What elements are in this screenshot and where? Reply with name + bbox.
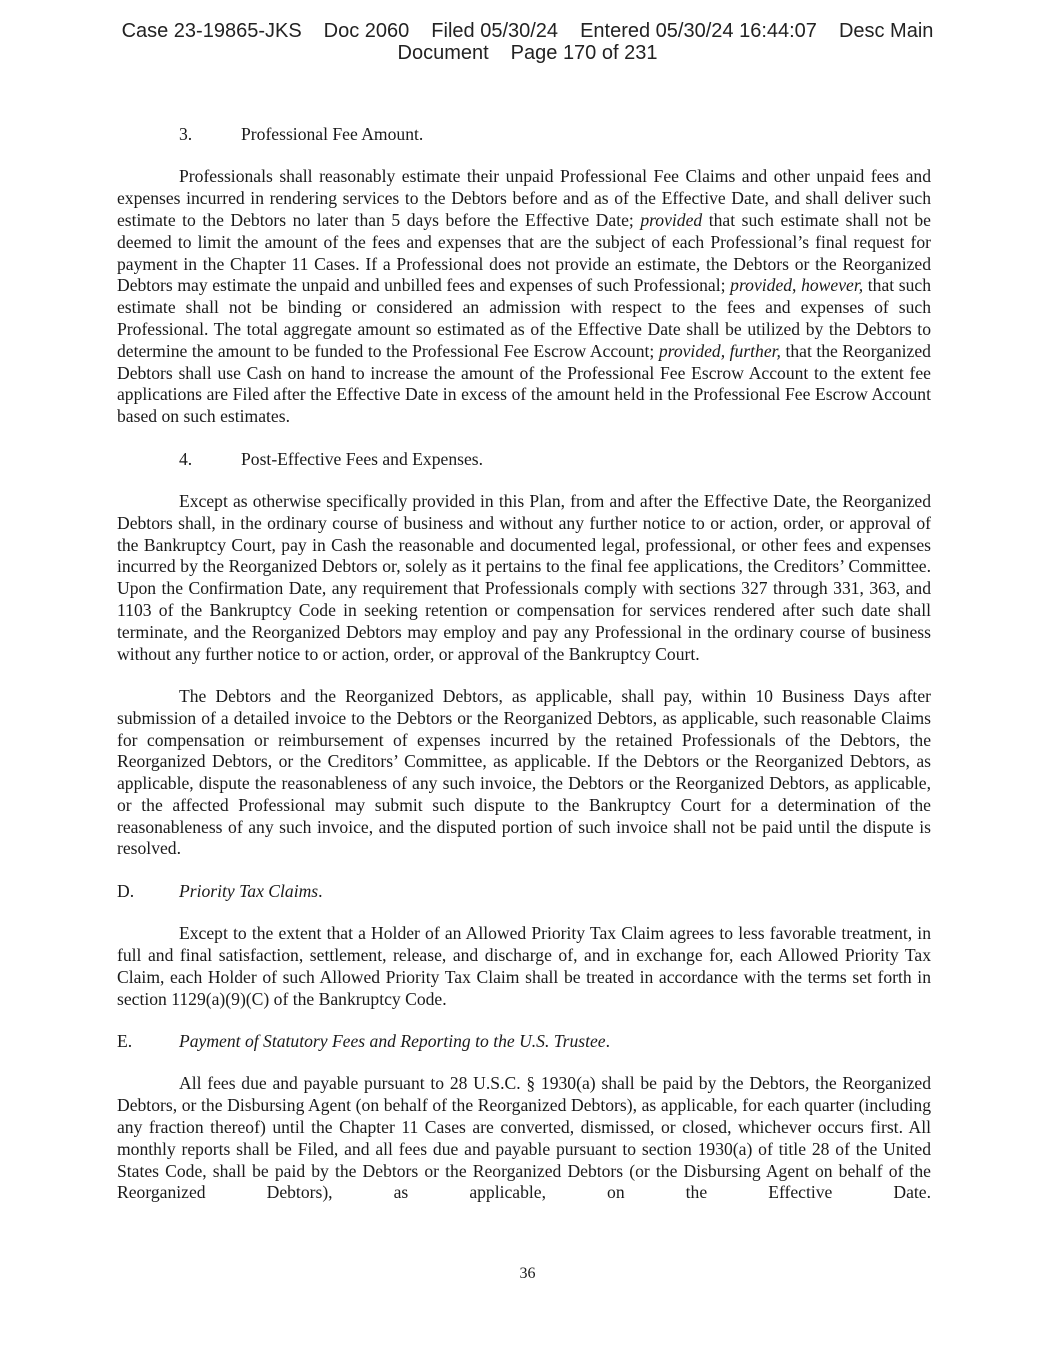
filed-date: Filed 05/30/24 [431,20,559,42]
doc-type: Document [397,42,489,64]
doc-description: Desc Main [838,20,934,42]
page-of-total: Page 170 of 231 [510,42,658,64]
section-title-period: . [318,880,323,901]
section-heading-d [117,881,931,903]
emphasis-run: provided [640,209,703,230]
section-heading-3 [117,124,931,146]
paragraph-invoice-payment: The Debtors and the Reorganized Debtors, as applicable, shall pay, within 10 Business Days after submission of a detailed invoice to the Debtors or the Reorganized Debtors, as applicable, such reasonable Claims for compensation or reimbursement of expenses incurred by the retained Professionals of the Debtors, the Reorganized Debtors, or the Creditors’ Committee, as applicable. If the Debtors or the Reorganized Debtors, as applicable, dispute the reasonableness of any such invoice, the Debtors or the Reorganized Debtors, as applicable, or the affected Professional may submit such dispute to the Bankruptcy Court for a determination of the reasonableness of any such invoice, and the disputed portion of such invoice shall not be paid until the dispute is resolved. [117,685,931,859]
paragraph-statutory-fees: All fees due and payable pursuant to 28 U.S.C. § 1930(a) shall be paid by the Debtors, the Reorganized Debtors, or the Disbursing Agent (on behalf of the Reorganized Debtors), as applicable, for each quarter (including any fraction thereof) until the Chapter 11 Cases are converted, dismissed, or closed, whichever occurs first. All monthly reports shall be Filed, and all fees due and payable pursuant to section 1930(a) of title 28 of the United States Code, shall be paid by the Debtors or the Reorganized Debtors (or the Disbursing Agent on behalf of the Reorganized Debtors), as applicable, on the Effective Date. [117,1073,931,1203]
section-number: 4. [179,448,193,469]
section-title-text: Payment of Statutory Fees and Reporting to the U.S. Trustee [179,1031,606,1052]
emphasis-run: provided [730,275,793,296]
doc-number: Doc 2060 [323,20,410,42]
section-heading-4 [117,449,931,471]
entered-date: Entered 05/30/24 16:44:07 [580,20,817,42]
section-title-period: . [605,1031,610,1052]
paragraph-post-effective-fees: Except as otherwise specifically provided in this Plan, from and after the Effective Date, the Reorganized Debtors shall, in the ordinary course of business and without any further notice to or action, order, or approval of the Bankruptcy Court, pay in Cash the reasonable and documented legal, professional, or other fees and expenses incurred by the Reorganized Debtors or, solely as it pertains to the final fee applications, the Creditors’ Committee. Upon the Confirmation Date, any requirement that Professionals comply with sections 327 through 331, 363, and 1103 of the Bankruptcy Code in seeking retention or compensation for services rendered after such date shall terminate, and the Reorganized Debtors may employ and pay any Professional in the ordinary course of business without any further notice to or action, order, or approval of the Bankruptcy Court. [117,490,931,664]
text-run: that such estimate shall not be binding or considered an admission with respect to the fees and expenses of such Professional. The total aggregate amount so estimated as of the Effective Date shall be utilized by the Debtors to determine the amount to be funded to the Professional Fee Escrow Account; [117,275,932,361]
section-title: Post-Effective Fees and Expenses. [241,448,484,469]
header-line-1 [0,20,1055,42]
section-letter: D. [117,880,135,901]
page-number: 36 [519,1265,536,1282]
section-heading-e [117,1031,931,1053]
paragraph-priority-tax-claims: Except to the extent that a Holder of an Allowed Priority Tax Claim agrees to less favorable treatment, in full and final satisfaction, settlement, release, and discharge of, and in exchange for, each Allowed Priority Tax Claim, each Holder of such Allowed Priority Tax Claim shall be treated in accordance with the terms set forth in section 1129(a)(9)(C) of the Bankruptcy Code. [117,923,931,1009]
court-filing-header [0,20,1055,64]
paragraph-professional-fee-amount [117,166,931,428]
text-run: that such estimate shall not be deemed to limit the amount of the fees and expenses that are the subject of each Professional’s final request for payment in the Chapter 11 Cases. If a Professional does not provide an estimate, the Debtors or the Reorganized Debtors may estimate the unpaid and unbilled fees and expenses of such Professional; [117,209,931,296]
text-run: that the Reorganized Debtors shall use Cash on hand to increase the amount of the Professional Fee Escrow Account to the extent fee applications are Filed after the Effective Date in excess of the amount held in the Professional Fee Escrow Account based on such estimates. [117,340,931,427]
text-run: Professionals shall reasonably estimate their unpaid Professional Fee Claims and other unpaid fees and expenses incurred in rendering services to the Debtors before and as of the Effective Date, and shall deliver such estimate to the Debtors no later than 5 days before the Effective Date; [117,166,931,230]
section-title [179,1031,610,1053]
section-title-text: Priority Tax Claims [179,880,319,901]
emphasis-run: provided, further, [658,340,781,361]
section-number: 3. [179,124,193,144]
document-body [117,124,931,1204]
header-line-2 [0,42,1055,64]
text-run: , [792,275,802,296]
section-title: Professional Fee Amount. [241,124,424,144]
case-number: Case 23-19865-JKS [121,20,302,42]
section-letter: E. [117,1031,133,1052]
section-title [179,881,323,903]
emphasis-run: however, [801,275,864,296]
